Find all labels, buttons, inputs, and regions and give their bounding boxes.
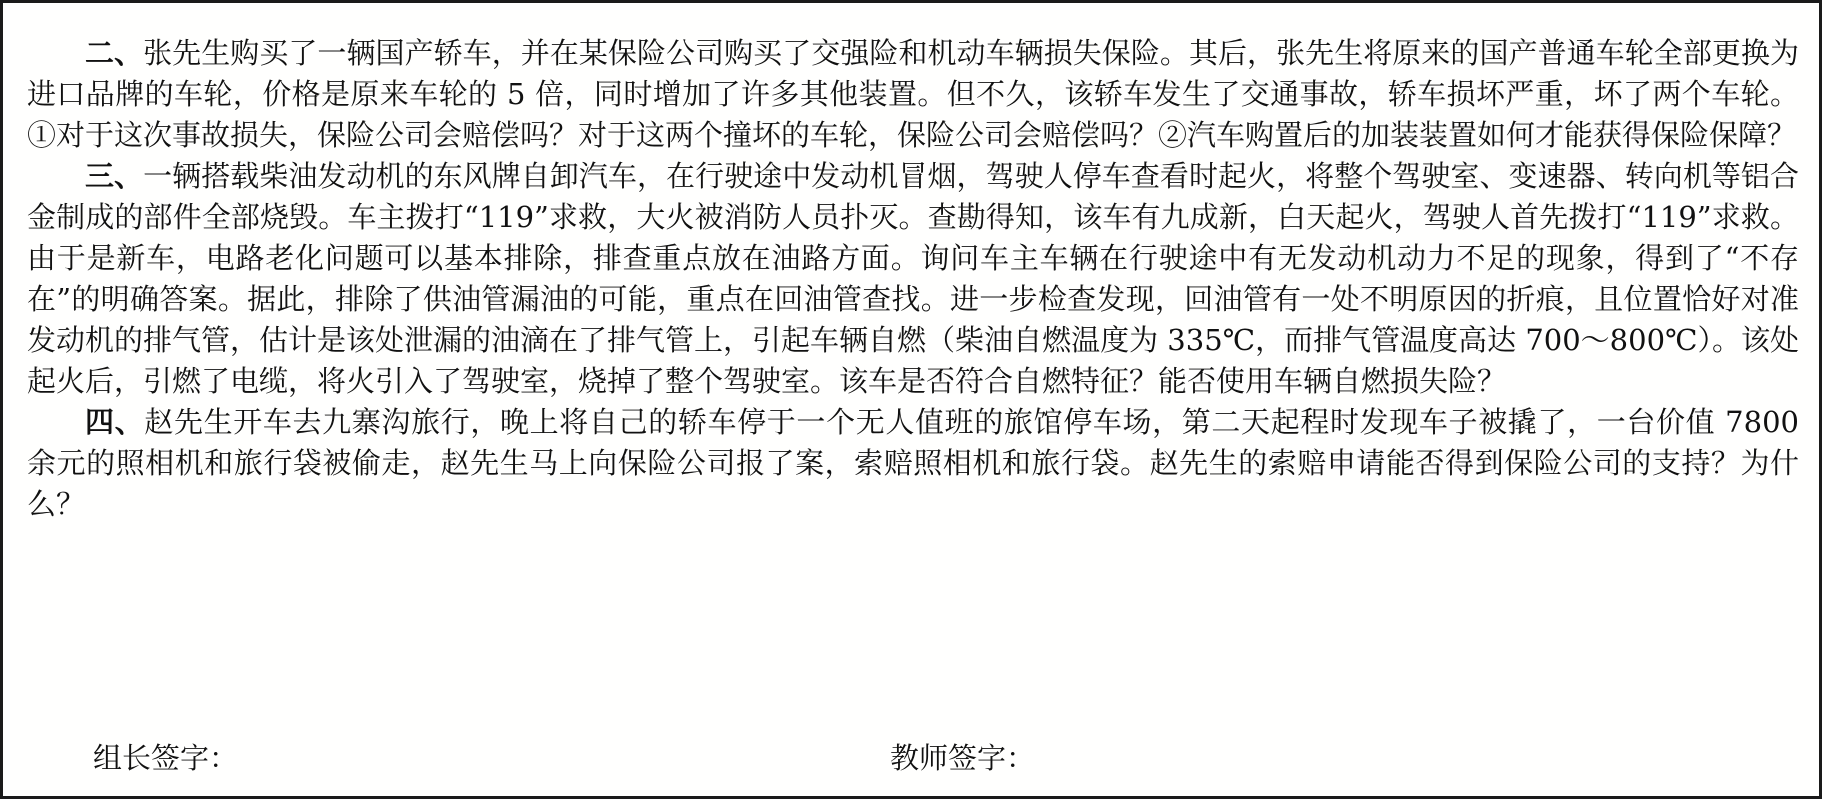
question-4-number: 四、	[85, 405, 145, 439]
question-3-number: 三、	[85, 159, 144, 193]
teacher-signature-label: 教师签字：	[890, 741, 1036, 775]
question-3-text: 一辆搭载柴油发动机的东风牌自卸汽车，在行驶途中发动机冒烟，驾驶人停车查看时起火，将整个驾驶室、变速器、转向机等铝合金制成的部件全部烧毁。车主拨打“119”求救，大火被消防人员扑灭。查勘得知，该车有九成新，白天起火，驾驶人首先拨打“119”求救。由于是新车，电路老化问题可以基本排除，排查重点放在油路方面。询问车主车辆在行驶途中有无发动机动力不足的现象，得到了“不存在”的明确答案。据此，排除了供油管漏油的可能，重点在回油管查找。进一步检查发现，回油管有一处不明原因的折痕，且位置恰好对准发动机的排气管，估计是该处泄漏的油滴在了排气管上，引起车辆自燃（柴油自燃温度为 335℃，而排气管温度高达 700～800℃）。该处起火后，引燃了电缆，将火引入了驾驶室，烧掉了整个驾驶室。该车是否符合自燃特征？能否使用车辆自燃损失险？	[27, 159, 1799, 398]
question-4-text: 赵先生开车去九寨沟旅行，晚上将自己的轿车停于一个无人值班的旅馆停车场，第二天起程时发现车子被撬了，一台价值 7800 余元的照相机和旅行袋被偷走，赵先生马上向保险公司报了案，索赔照相机和旅行袋。赵先生的索赔申请能否得到保险公司的支持？为什么？	[27, 405, 1799, 521]
question-4-paragraph	[27, 402, 1799, 525]
question-3-paragraph	[27, 156, 1799, 402]
question-2-text: 张先生购买了一辆国产轿车，并在某保险公司购买了交强险和机动车辆损失保险。其后，张先生将原来的国产普通车轮全部更换为进口品牌的车轮，价格是原来车轮的 5 倍，同时增加了许多其他装置。但不久，该轿车发生了交通事故，轿车损坏严重，坏了两个车轮。①对于这次事故损失，保险公司会赔偿吗？对于这两个撞坏的车轮，保险公司会赔偿吗？②汽车购置后的加装装置如何才能获得保险保障？	[27, 36, 1799, 152]
document-body	[27, 33, 1799, 525]
group-leader-signature-label: 组长签字：	[93, 741, 239, 775]
question-2-paragraph	[27, 33, 1799, 156]
question-2-number: 二、	[85, 36, 144, 70]
